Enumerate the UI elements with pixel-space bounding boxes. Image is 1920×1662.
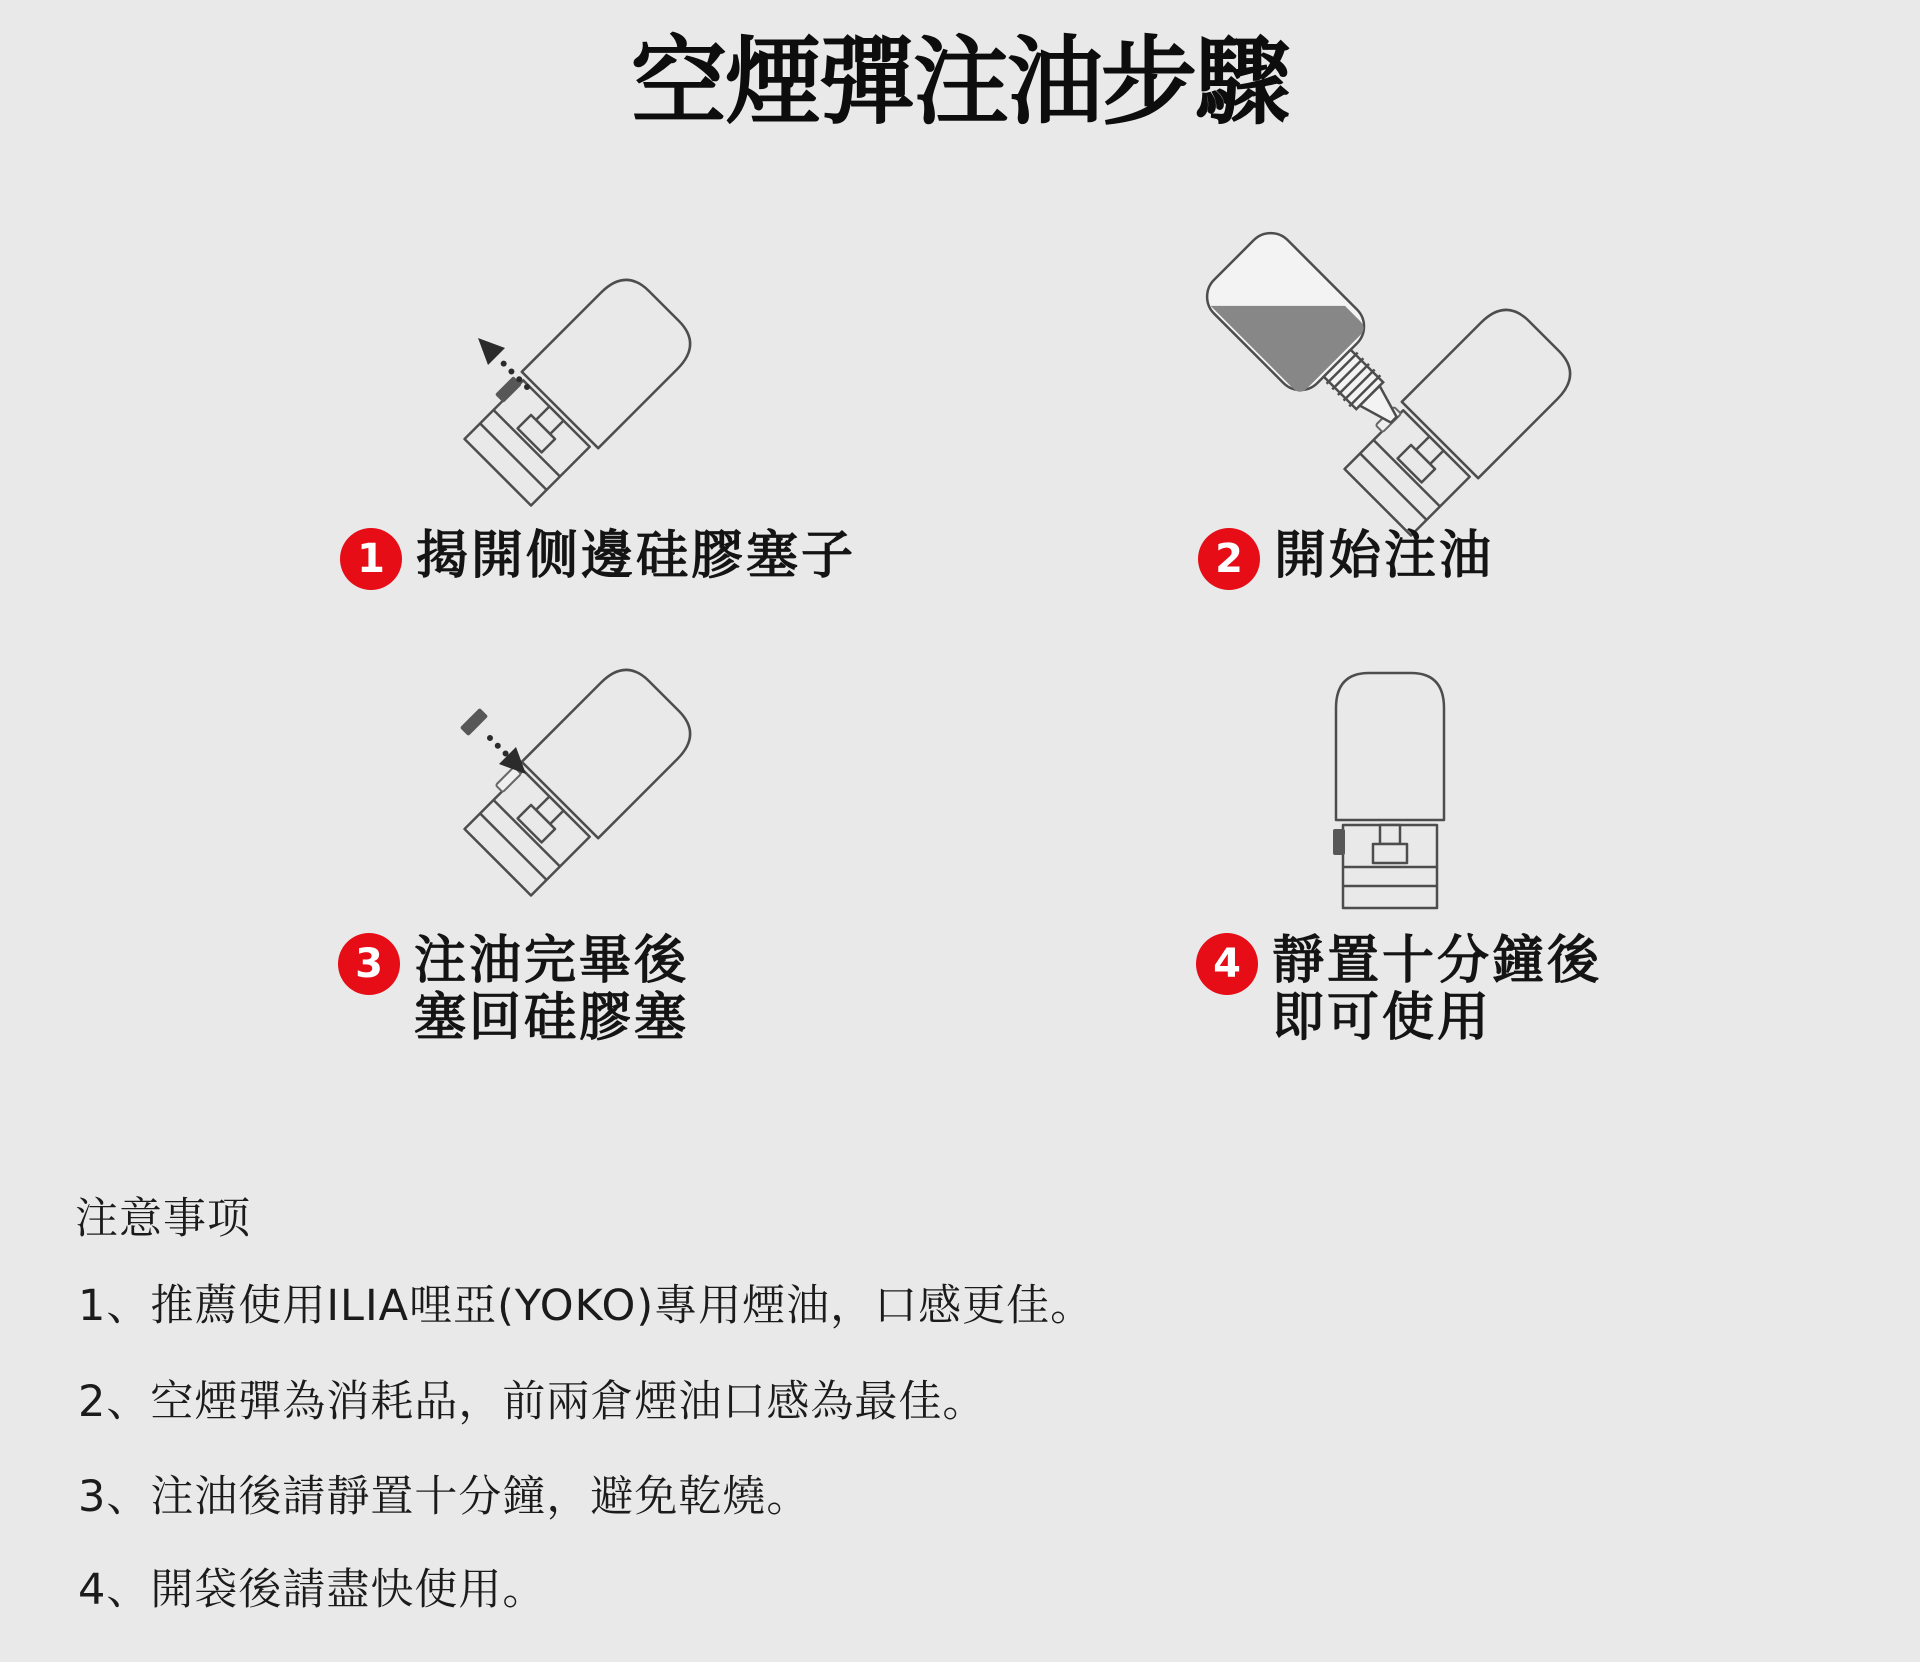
step-2-label: [1198, 528, 1494, 590]
step-1-number-badge: 1: [340, 528, 402, 590]
step-3-label: [338, 933, 689, 1047]
pull-arrow-icon: [478, 338, 527, 387]
note-item-4: 4、開袋後請盡快使用。: [78, 1565, 547, 1615]
step-4-text-line1: 靜置十分鐘後: [1272, 931, 1603, 991]
step-2-number-badge: 2: [1198, 528, 1260, 590]
note-item-1: 1、推薦使用ILIA哩亞(YOKO)專用煙油，口感更佳。: [78, 1281, 1095, 1331]
step-4-number-badge: 4: [1196, 933, 1258, 995]
pod-tilted-icon: [1338, 296, 1582, 540]
step-3-number-badge: 3: [338, 933, 400, 995]
step-3-illustration: [400, 650, 760, 950]
silicone-plug-icon: [460, 708, 488, 736]
step-3-text-line1: 注油完畢後: [414, 931, 690, 991]
step-1-illustration: [400, 210, 760, 520]
step-3-text-line2: 塞回硅膠塞: [414, 988, 690, 1048]
step-2-illustration: [1180, 190, 1600, 540]
step-1-label: [340, 528, 856, 590]
pod-tilted-icon: [458, 656, 702, 900]
note-item-2: 2、空煙彈為消耗品，前兩倉煙油口感為最佳。: [78, 1377, 987, 1427]
upright-pod-icon: [1333, 673, 1444, 908]
step-2-text-line1: 開始注油: [1274, 526, 1495, 586]
step-1-text-line1: 揭開侧邊硅膠塞子: [416, 526, 857, 586]
page-title: 空煙彈注油步驟: [631, 26, 1289, 138]
step-4-label: [1196, 933, 1602, 1047]
notes-header: 注意事项: [75, 1194, 251, 1244]
step-4-illustration: [1290, 655, 1500, 920]
insert-arrow-icon: [490, 738, 526, 774]
pod-tilted-icon: [457, 266, 702, 511]
step-4-text-line2: 即可使用: [1272, 988, 1493, 1048]
note-item-3: 3、注油後請靜置十分鐘，避免乾燒。: [78, 1472, 811, 1522]
silicone-plug-icon: [1333, 829, 1345, 855]
